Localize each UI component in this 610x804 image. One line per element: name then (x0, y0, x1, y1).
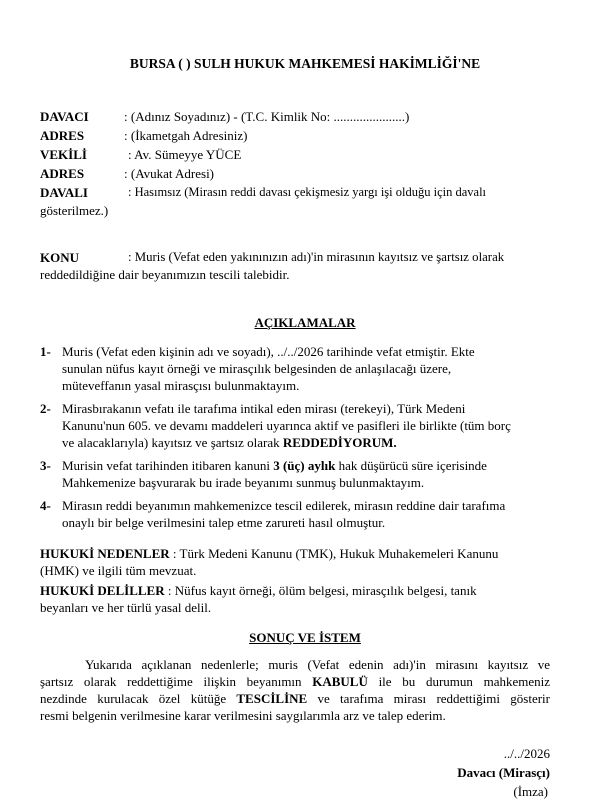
sonuc-kabul: KABULÜ (312, 674, 368, 689)
hukuki-deliller-label: HUKUKİ DELİLLER (40, 583, 165, 598)
konu-label: KONU (40, 250, 79, 265)
konu-value: : Muris (Vefat eden yakınınızın adı)'in mirasının kayıtsız ve şartsız olarak (128, 250, 505, 264)
item-4-line: onaylı bir belge verilmesini talep etme zarureti hasıl olmuştur. (62, 515, 386, 530)
sonuc-line (40, 673, 550, 690)
sonuc-heading: SONUÇ VE İSTEM (249, 630, 361, 645)
signature-date: ../../2026 (503, 746, 550, 761)
sonuc-line: Yukarıda açıklanan nedenlerle; muris (Vefat edenin adı)'in mirasını kayıtsız ve (85, 657, 550, 672)
hukuki-nedenler-label: HUKUKİ NEDENLER (40, 546, 170, 561)
davaci-value: : (Adınız Soyadınız) - (T.C. Kimlik No: ......................) (124, 109, 410, 124)
davaci-label: DAVACI (40, 109, 89, 124)
konu-value-cont: reddedildiğine dair beyanımızın tescili talebidir. (40, 267, 290, 282)
item-2-text (62, 400, 552, 451)
sonuc-tescil: TESCİLİNE (236, 691, 308, 706)
item-2-number: 2- (40, 401, 51, 416)
item-4-text (62, 497, 552, 531)
document-title: BURSA ( ) SULH HUKUK MAHKEMESİ HAKİMLİĞİ'NE (129, 56, 481, 71)
davali-value-cont: gösterilmez.) (40, 203, 109, 218)
adres-value: : (İkametgah Adresiniz) (124, 128, 248, 143)
item-3-number: 3- (40, 458, 51, 473)
adres-label: ADRES (40, 128, 85, 143)
signature-imza: (İmza) (513, 784, 548, 799)
sonuc-paragraph (40, 656, 550, 724)
hukuki-nedenler-line: (HMK) ve ilgili tüm mevzuat. (40, 563, 197, 578)
item-3-text (62, 457, 552, 491)
item-3-text-post: hak düşürücü süre içerisinde (335, 458, 487, 473)
sonuc-text: nezdinde kurulacak özel kütüğe (40, 691, 237, 706)
sonuc-text: ve tarafıma mirası reddettiğimi gösterir (307, 691, 550, 706)
item-4-line: Mirasın reddi beyanımın mahkemenizce tescil edilerek, mirasın reddine dair tarafıma (62, 498, 506, 513)
vekili-value: : Av. Sümeyye YÜCE (128, 147, 242, 162)
avukat-adres-label: ADRES (40, 166, 85, 181)
item-2-bold-text: REDDEDİYORUM. (282, 435, 397, 450)
hukuki-nedenler-line (40, 545, 498, 562)
hukuki-deliller (40, 582, 477, 616)
hukuki-deliller-value: : Nüfus kayıt örneği, ölüm belgesi, mirasçılık belgesi, tanık (164, 583, 477, 598)
item-2-text-pre: ve alacaklarıyla) kayıtsız ve şartsız olarak (62, 435, 283, 450)
item-1-line: Muris (Vefat eden kişinin adı ve soyadı), ../../2026 tarihinde vefat etmiştir. Ekte (62, 344, 475, 359)
item-3-text-pre: Murisin vefat tarihinden itibaren kanuni (62, 458, 274, 473)
hukuki-nedenler-value: : Türk Medeni Kanunu (TMK), Hukuk Muhakemeleri Kanunu (169, 546, 499, 561)
item-1-text (62, 343, 552, 394)
davali-value: : Hasımsız (Mirasın reddi davası çekişmesiz yargı işi olduğu için davalı (128, 185, 487, 199)
hukuki-deliller-line: beyanları ve her türlü yasal delil. (40, 600, 212, 615)
item-4-number: 4- (40, 498, 51, 513)
sonuc-line: resmi belgenin verilmesine karar verilmesini saygılarımla arz ve talep ederim. (40, 708, 446, 723)
hukuki-deliller-line (40, 582, 477, 599)
item-1-line: müteveffanın yasal mirasçısı bulunmaktayım. (62, 378, 300, 393)
avukat-adres-value: : (Avukat Adresi) (124, 166, 215, 181)
item-2-line: Mirasbırakanın vefatı ile tarafıma intikal eden mirası (terekeyi), Türk Medeni (62, 401, 466, 416)
item-3-line: Mahkemenize başvurarak bu irade beyanımı sunmuş bulunmaktayım. (62, 475, 425, 490)
sonuc-text: şartsız olarak reddettiğime ilişkin beyanımın (40, 674, 313, 689)
item-2-line (62, 434, 552, 451)
sonuc-text: ile bu durumun mahkemeniz (367, 674, 550, 689)
vekili-label: VEKİLİ (40, 147, 87, 162)
hukuki-nedenler (40, 545, 498, 579)
aciklamalar-heading: AÇIKLAMALAR (254, 315, 356, 330)
item-1-line: sunulan nüfus kayıt örneği ve mirasçılık belgesinden de anlaşılacağı üzere, (62, 361, 452, 376)
item-3-bold-text: 3 (üç) aylık (273, 458, 336, 473)
item-3-line (62, 457, 552, 474)
item-2-line: Kanunu'nun 605. ve devamı maddeleri uyarınca aktif ve pasifleri ile birlikte (tüm borç (62, 418, 511, 433)
davali-label: DAVALI (40, 185, 88, 200)
item-1-number: 1- (40, 344, 51, 359)
signature-name: Davacı (Mirasçı) (457, 765, 550, 780)
sonuc-line (40, 690, 550, 707)
